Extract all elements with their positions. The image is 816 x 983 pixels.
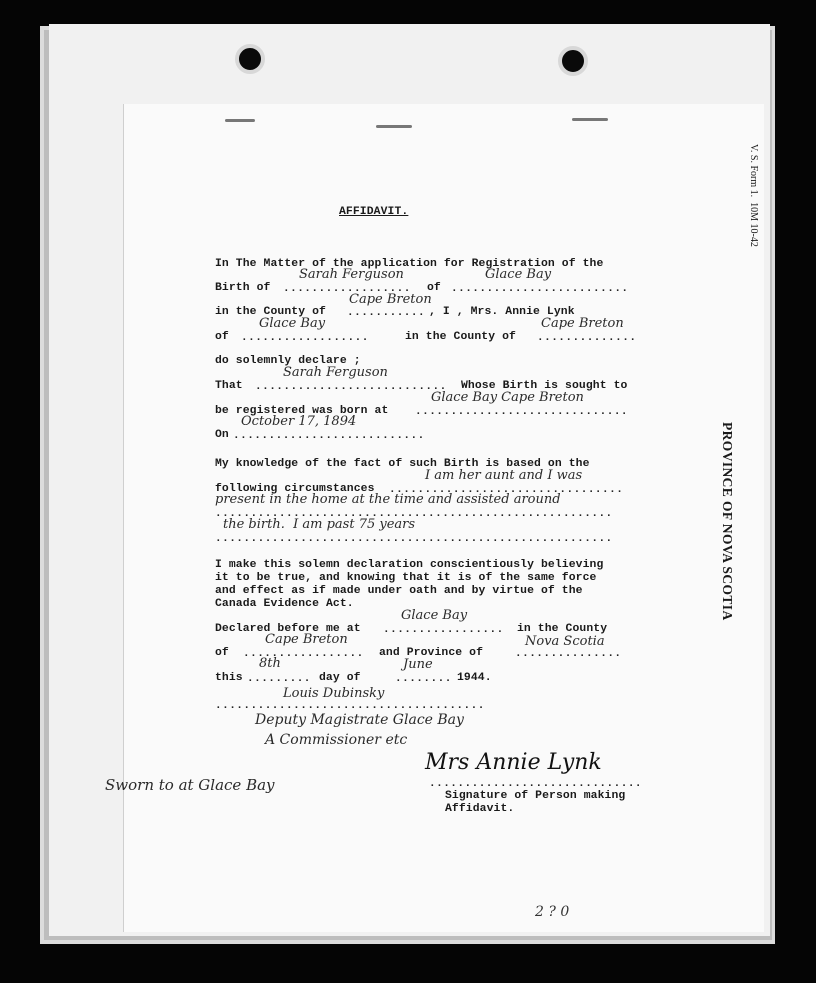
label-in-county-2: in the County of [405,331,516,343]
label-this: this [215,672,243,684]
hw-born-at: Glace Bay Cape Breton [431,390,584,405]
hw-circumstance-3: the birth. I am past 75 years [223,517,416,532]
dots-line: .............. [537,332,637,344]
label-of-3: of [215,647,229,659]
signature-label: Signature of Person making [445,790,626,802]
hw-commissioner-title-2: A Commissioner etc [265,732,408,748]
dots-line: ......................... [451,283,629,295]
hw-that-name: Sarah Ferguson [283,365,388,380]
line-solemn-2: it to be true, and knowing that it is of the same force [215,572,597,584]
margin-scribble: 2 ? 0 [535,904,570,920]
punch-hole-right-icon [558,46,588,76]
hw-county: Cape Breton [349,292,432,307]
hw-month: June [403,657,433,672]
hw-birth-place: Glace Bay [485,267,552,282]
hw-declared-county: Cape Breton [265,632,348,647]
label-in-the-county: in the County [517,623,608,635]
hw-circumstance-1: I am her aunt and I was [425,468,583,483]
hw-circumstance-2: present in the home at the time and assisted around [215,492,561,507]
affidavit-page [49,24,770,936]
hw-birth-date: October 17, 1894 [241,414,357,429]
label-declared-before: Declared before me at [215,623,361,635]
hw-declared-place: Glace Bay [401,608,468,623]
form-code: V. S. Form 1. 10M 10-42 [748,144,759,247]
dots-line: ................................. [389,484,624,496]
line-knowledge: My knowledge of the fact of such Birth is based on the [215,458,590,470]
dots-line: .................. [241,332,369,344]
line-solemn-1: I make this solemn declaration conscientiously believing [215,559,604,571]
label-in-county: in the County of [215,306,326,318]
dots-line: ........................................................ [215,533,613,545]
province-heading: PROVINCE OF NOVA SCOTIA [720,422,735,621]
line-declare: do solemnly declare ; [215,355,361,367]
dots-line: ........ [395,673,452,685]
label-circumstances: following circumstances [215,483,375,495]
dots-line: ........................... [255,381,447,393]
label-registered-at: be registered was born at [215,405,389,417]
declarant-signature: Mrs Annie Lynk [425,750,602,775]
line-solemn-4: Canada Evidence Act. [215,598,354,610]
hw-day: 8th [259,656,281,671]
hw-sworn-note: Sworn to at Glace Bay [105,776,275,794]
hw-declared-province: Nova Scotia [525,634,605,649]
hw-commissioner-title: Deputy Magistrate Glace Bay [255,712,464,728]
signature-label-2: Affidavit. [445,803,515,815]
label-birth-of: Birth of [215,282,271,294]
label-day-of: day of [319,672,361,684]
line-matter: In The Matter of the application for Registration of the [215,258,604,270]
hw-child-name: Sarah Ferguson [299,267,404,282]
label-and-province: and Province of [379,647,484,659]
label-year: 1944. [457,672,492,684]
dots-line: ............... [515,648,622,660]
label-of-2: of [215,331,229,343]
staple-right-icon [572,118,608,121]
hw-declarant-place: Glace Bay [259,316,326,331]
label-mrs: , I , Mrs. Annie Lynk [429,306,575,318]
dots-line: ........................................................ [215,508,613,520]
affidavit-title: AFFIDAVIT. [339,206,409,218]
dots-line: ........................... [233,430,425,442]
staple-center-icon [376,125,412,128]
dots-line: .............................. [415,406,629,418]
dots-line: ................. [383,624,504,636]
line-solemn-3: and effect as if made under oath and by virtue of the [215,585,583,597]
dots-line: ...................................... [215,700,485,712]
label-whose-birth: Whose Birth is sought to [461,380,628,392]
hw-declarant-county: Cape Breton [541,316,624,331]
staple-left-icon [225,119,255,122]
dots-line: ........... [347,307,426,319]
hw-commissioner-signature: Louis Dubinsky [283,686,385,701]
punch-hole-left-icon [235,44,265,74]
dots-line: ................. [243,648,364,660]
label-on: On [215,429,229,441]
dots-line: .............................. [429,778,643,790]
label-of: of [427,282,441,294]
dots-line: .................. [283,283,411,295]
dots-line: ......... [247,673,311,685]
label-that: That [215,380,243,392]
